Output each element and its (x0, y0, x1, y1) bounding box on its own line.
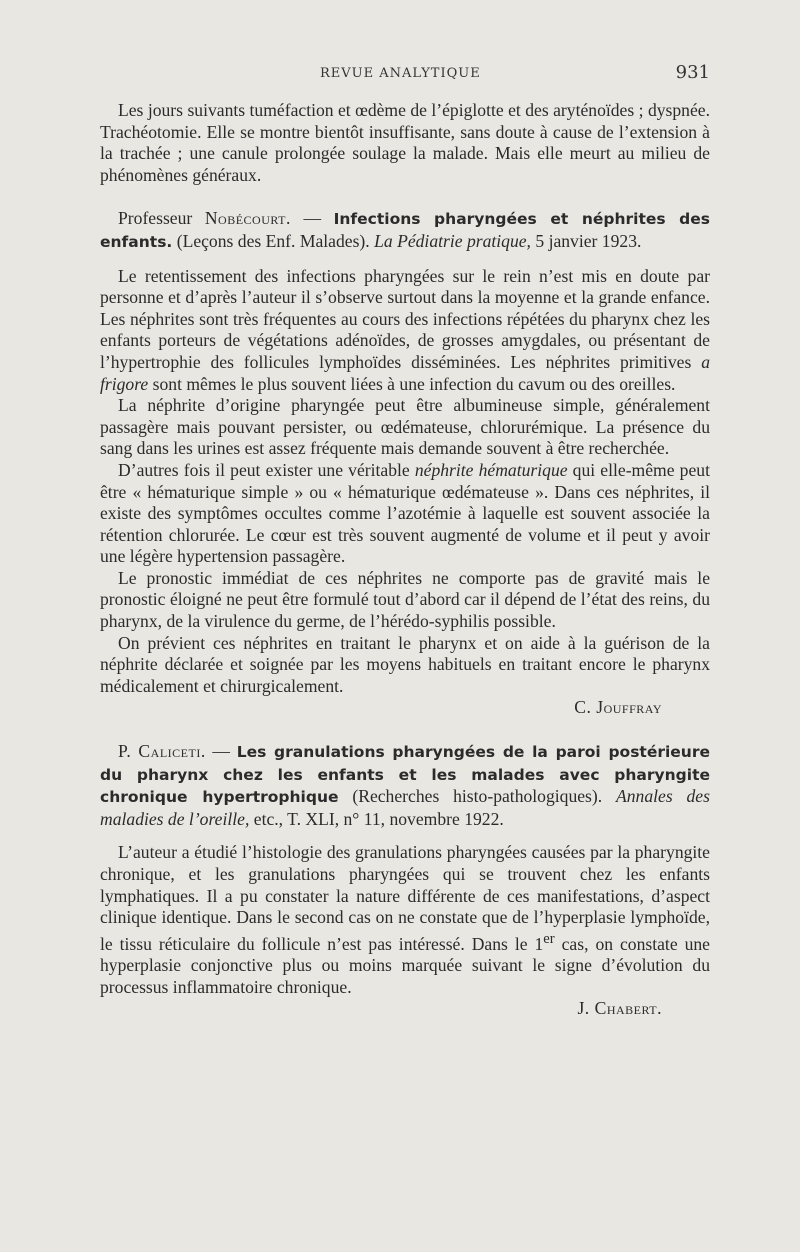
heading-dash: — (205, 741, 237, 762)
article-heading (100, 208, 710, 253)
reference-date: etc., T. XLI, n° 11, novembre 1922. (249, 808, 504, 829)
paragraph: Le pronostic immédiat de ces néphrites ne comporte pas de gravité mais le pronostic éloigné ne peut être formulé tout d’abord car il dépend de l’état des reins, du pharynx, de la virulence du germe, de l’hérédo-syphilis possible. (100, 567, 710, 632)
author-prefix: Professeur (118, 208, 193, 229)
journal-name: La Pédiatrie pratique, (374, 230, 531, 251)
page-number: 931 (675, 62, 710, 83)
article-heading (100, 741, 710, 830)
author-name: Nobécourt. (204, 208, 291, 229)
heading-dash: — (290, 208, 334, 229)
continued-paragraph: Les jours suivants tuméfaction et œdème de l’épiglotte et des aryténoïdes ; dyspnée. Trachéotomie. Elle se montre bientôt insuffisante, sans doute à cause de l’extension à la trachée ; une canule prolongée soulage la malade. Mais elle meurt au milieu de phénomènes généraux. (100, 100, 710, 185)
paragraph: D’autres fois il peut exister une véritable néphrite hématurique qui elle-même peut être « hématurique simple » ou « hématurique œdémateuse ». Dans ces néphrites, il existe des symptômes occultes comme l’azotémie à laquelle est souvent associée la rétention chlorurée. Le cœur est très souvent augmenté de volume et il peut y avoir une légère hypertension passagère. (100, 459, 710, 567)
paragraph: On prévient ces néphrites en traitant le pharynx et on aide à la guérison de la néphrite déclarée et soignée par les moyens habituels en traitant encore le pharynx médicalement et chirurgicalement. (100, 632, 710, 696)
article-title: Infections pharyngées et néphrites des enfants. (100, 210, 710, 251)
paragraph: L’auteur a étudié l’histologie des granulations pharyngées causées par la pharyngite chronique, et les granulations pharyngées qui se trouvent chez les enfants lymphatiques. Il a pu constater la nature différente de ces manifestations, d’aspect clinique identique. Dans le second cas on ne constate que de l’hyperplasie lymphoïde, le tissu réticulaire du follicule n’est pas intéressé. Dans le 1er cas, on constate une hyperplasie conjonctive plus ou moins marquée suivant le signe d’évolution du processus inflammatoire chronique. (100, 842, 710, 997)
reference-date: 5 janvier 1923. (530, 230, 642, 251)
signature: C. Jouffray (574, 697, 662, 718)
paragraph: La néphrite d’origine pharyngée peut être albumineuse simple, généralement passagère mais pouvant persister, ou œdémateuse, chlorurémique. La présence du sang dans les urines est assez fréquente mais demande souvent à être recherchée. (100, 395, 710, 459)
paragraph: Le retentissement des infections pharyngées sur le rein n’est mis en doute par personne et d’après l’auteur il s’observe surtout dans la moyenne et la grande enfance. Les néphrites sont très fréquentes au cours des infections répétées du pharynx chez les enfants porteurs de végétations adénoïdes, de grosses amygdales, ou présentant de l’hypertrophie des follicules lymphoïdes disséminées. Les néphrites primitives a frigore sont mêmes le plus souvent liées à une infection du cavum ou des oreilles. (100, 265, 710, 394)
author-name: P. Caliceti. (118, 741, 206, 762)
reference-source: (Leçons des Enf. Malades). (172, 230, 375, 251)
running-title: REVUE ANALYTIQUE (320, 66, 481, 81)
signature: J. Chabert. (577, 998, 662, 1019)
journal-name: Annales des maladies de l’oreille, (100, 786, 710, 829)
article-title: Les granulations pharyngées de la paroi postérieure du pharynx chez les enfants et les malades avec pharyngite chronique hypertrophique (100, 743, 710, 807)
page-content (100, 100, 710, 1020)
page-header (100, 62, 710, 86)
reference-source: (Recherches histo-pathologiques). (338, 786, 616, 807)
